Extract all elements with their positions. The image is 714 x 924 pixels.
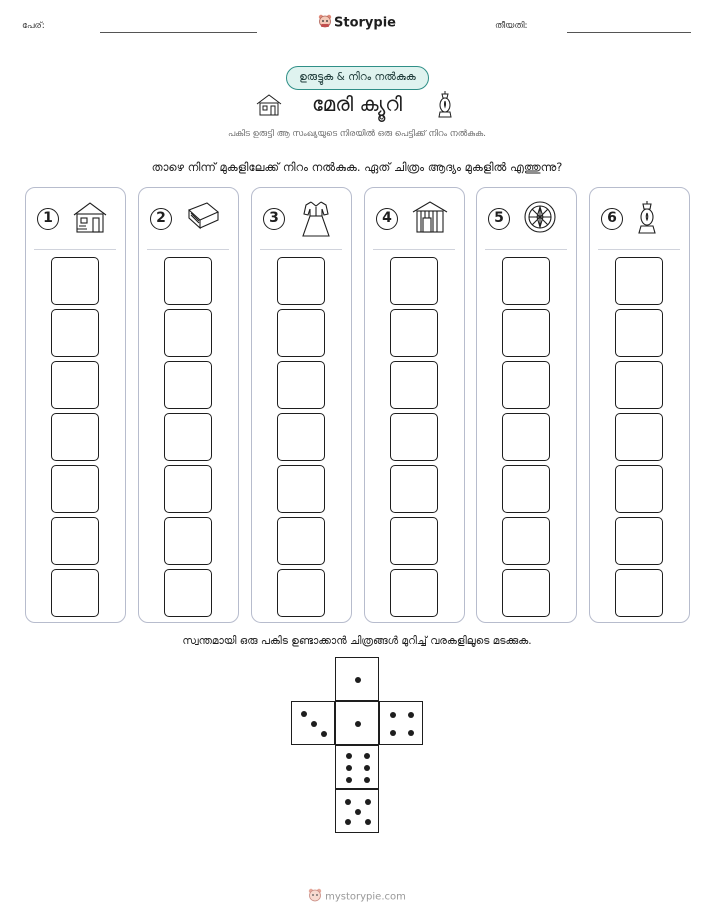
- color-box[interactable]: [164, 569, 212, 617]
- die-pip: [408, 712, 414, 718]
- color-box[interactable]: [164, 413, 212, 461]
- column-divider: [485, 249, 567, 250]
- column-6: [589, 187, 690, 623]
- color-box[interactable]: [502, 309, 550, 357]
- die-pip: [346, 765, 352, 771]
- die-pip: [364, 777, 370, 783]
- color-box[interactable]: [502, 257, 550, 305]
- die-pip: [345, 819, 351, 825]
- column-divider: [260, 249, 342, 250]
- lamp-icon: [636, 200, 658, 240]
- die-pip: [390, 730, 396, 736]
- color-box[interactable]: [51, 257, 99, 305]
- activity-badge: ഉരുട്ടുക & നിറം നൽകുക: [286, 66, 429, 90]
- die-face: [335, 789, 379, 833]
- die-face: [291, 701, 335, 745]
- die-face: [379, 701, 423, 745]
- die-pip: [321, 731, 327, 737]
- die-pip: [346, 753, 352, 759]
- die-face: [335, 657, 379, 701]
- die-pip: [355, 809, 361, 815]
- color-box[interactable]: [51, 361, 99, 409]
- column-2: [138, 187, 239, 623]
- color-box[interactable]: [502, 465, 550, 513]
- column-number: 1: [37, 208, 59, 230]
- color-box[interactable]: [502, 361, 550, 409]
- subtitle: പകിട ഉരുട്ടി ആ സംഖ്യയുടെ നിരയിൽ ഒരു പെട്ടിക്ക് നിറം നൽകുക.: [228, 129, 486, 139]
- die-pip: [355, 677, 361, 683]
- die-pip: [364, 753, 370, 759]
- die-face: [335, 701, 379, 745]
- die-pip: [365, 799, 371, 805]
- color-box[interactable]: [51, 465, 99, 513]
- color-box[interactable]: [390, 361, 438, 409]
- color-box[interactable]: [390, 517, 438, 565]
- brand: [0, 14, 714, 32]
- color-box[interactable]: [277, 257, 325, 305]
- storypie-logo-icon: [318, 14, 332, 32]
- color-box[interactable]: [164, 361, 212, 409]
- die-pip: [355, 721, 361, 727]
- color-box[interactable]: [615, 257, 663, 305]
- color-box[interactable]: [277, 569, 325, 617]
- footer-text: mystorypie.com: [325, 891, 406, 903]
- column-number: 2: [150, 208, 172, 230]
- column-divider: [147, 249, 229, 250]
- cut-instruction: സ്വന്തമായി ഒരു പകിട ഉണ്ടാക്കാൻ ചിത്രങ്ങൾ മുറിച്ച് വരകളിലൂടെ മടക്കുക.: [182, 635, 532, 647]
- color-box[interactable]: [51, 569, 99, 617]
- column-number: 6: [601, 208, 623, 230]
- instruction: താഴെ നിന്ന് മുകളിലേക്ക് നിറം നൽകുക. ഏത് ചിത്രം ആദ്യം മുകളിൽ എത്തുന്നു?: [151, 160, 563, 174]
- die-pip: [365, 819, 371, 825]
- color-box[interactable]: [615, 465, 663, 513]
- die-pip: [408, 730, 414, 736]
- color-box[interactable]: [390, 413, 438, 461]
- color-box[interactable]: [164, 465, 212, 513]
- storypie-footer-icon: [308, 888, 322, 905]
- color-box[interactable]: [502, 413, 550, 461]
- die-face: [335, 745, 379, 789]
- color-box[interactable]: [615, 361, 663, 409]
- die-pip: [311, 721, 317, 727]
- color-box[interactable]: [502, 569, 550, 617]
- column-3: [251, 187, 352, 623]
- book-icon: [185, 200, 221, 238]
- color-box[interactable]: [277, 517, 325, 565]
- footer: [0, 888, 714, 905]
- color-box[interactable]: [615, 309, 663, 357]
- color-box[interactable]: [51, 517, 99, 565]
- column-number: 4: [376, 208, 398, 230]
- column-divider: [373, 249, 455, 250]
- color-box[interactable]: [502, 517, 550, 565]
- die-pip: [301, 711, 307, 717]
- color-box[interactable]: [277, 465, 325, 513]
- color-box[interactable]: [390, 569, 438, 617]
- shed-icon: [411, 200, 449, 238]
- name-label: പേര്:: [22, 21, 45, 31]
- color-box[interactable]: [277, 309, 325, 357]
- column-divider: [34, 249, 116, 250]
- date-label: തീയതി:: [495, 21, 528, 31]
- color-box[interactable]: [51, 413, 99, 461]
- color-box[interactable]: [390, 257, 438, 305]
- die-pip: [364, 765, 370, 771]
- brand-name: Storypie: [334, 15, 396, 31]
- die-pip: [346, 777, 352, 783]
- page-title: മേരി ക്യൂറി: [311, 92, 403, 116]
- color-box[interactable]: [164, 517, 212, 565]
- die-pip: [345, 799, 351, 805]
- column-number: 5: [488, 208, 510, 230]
- color-box[interactable]: [615, 569, 663, 617]
- die-pip: [390, 712, 396, 718]
- column-4: [364, 187, 465, 623]
- name-line[interactable]: [100, 32, 257, 33]
- color-box[interactable]: [277, 413, 325, 461]
- color-box[interactable]: [51, 309, 99, 357]
- house-icon: [72, 200, 108, 238]
- dress-icon: [298, 200, 334, 242]
- column-number: 3: [263, 208, 285, 230]
- color-box[interactable]: [277, 361, 325, 409]
- color-box[interactable]: [615, 413, 663, 461]
- color-box[interactable]: [615, 517, 663, 565]
- color-box[interactable]: [390, 309, 438, 357]
- compass-icon: [523, 200, 557, 238]
- column-divider: [598, 249, 680, 250]
- date-line[interactable]: [567, 32, 691, 33]
- lamp-title-icon: [436, 90, 454, 124]
- color-box[interactable]: [164, 257, 212, 305]
- color-box[interactable]: [164, 309, 212, 357]
- column-1: [25, 187, 126, 623]
- column-5: [476, 187, 577, 623]
- color-box[interactable]: [390, 465, 438, 513]
